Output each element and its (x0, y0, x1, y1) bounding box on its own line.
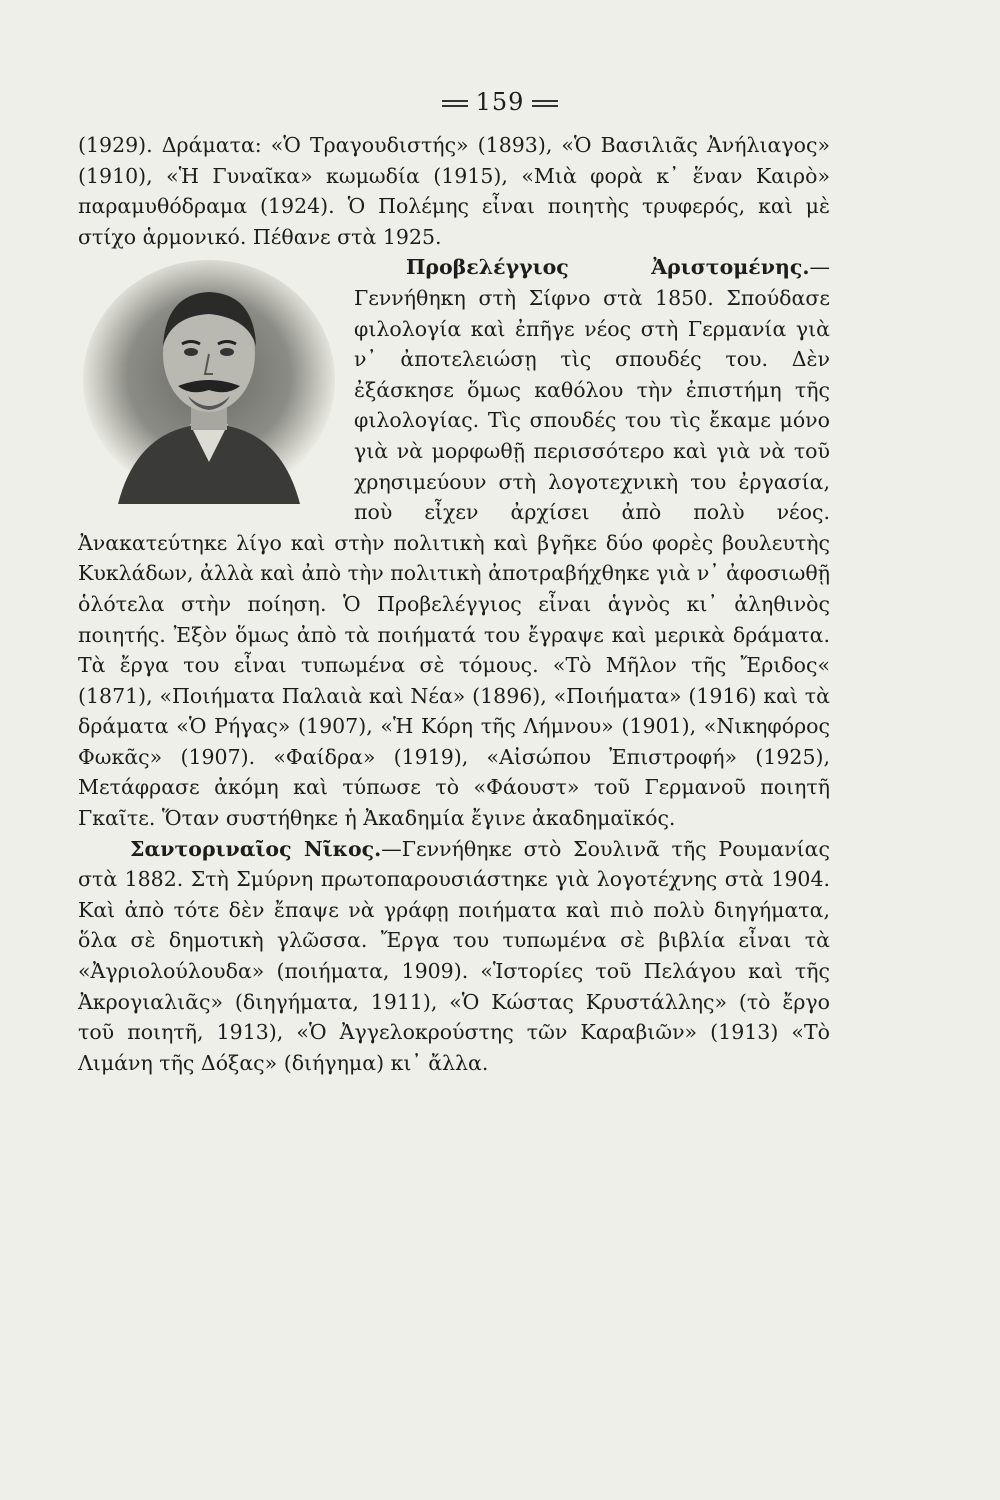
provelengios-name: Προβελέγγιος Ἀριστομένης. (406, 255, 810, 280)
intro-paragraph: (1929). Δράματα: «Ὁ Τραγουδιστής» (1893), «Ὁ Βασιλιᾶς Ἀνήλιαγος» (1910), «Ἡ Γυναῖκα» κωμωδία (1915), «Μιὰ φορὰ κ᾽ ἕναν Καιρὸ» παραμυθόδραμα (1924). Ὁ Πολέμης εἶναι ποιητὴς τρυφερός, καὶ μὲ στίχο ἁρμονικό. Πέθανε στὰ 1925. (78, 133, 830, 249)
provelengios-entry (78, 252, 830, 833)
provelengios-text: —Γεννήθηκη στὴ Σίφνο στὰ 1850. Σπούδασε φιλολογία καὶ ἐπῆγε νέος στὴ Γερμανία γιὰ ν᾽ ἀποτελειώσῃ τὶς σπουδές του. Δὲν ἐξάσκησε ὅμως καθόλου τὴν ἐπιστήμη τῆς φιλολογίας. Τὶς σπουδές του τὶς ἔκαμε μόνο γιὰ νὰ μορφωθῇ περισσότερο καὶ γιὰ νὰ τοῦ χρησιμεύουν στὴ λογοτεχνικὴ του ἐργασία, ποὺ εἶχεν ἀρχίσει ἀπὸ πολὺ νέος. Ἀνακατεύτηκε λίγο καὶ στὴν πολιτικὴ καὶ βγῆκε δύο φορὲς βουλευτὴς Κυκλάδων, ἀλλὰ καὶ ἀπὸ τὴν πολιτικὴ ἀποτραβήχθηκε γιὰ ν᾽ ἀφοσιωθῇ ὁλότελα στὴν ποίηση. Ὁ Προβελέγγιος εἶναι ἁγνὸς κι᾽ ἀληθινὸς ποιητής. Ἐξὸν ὅμως ἀπὸ τὰ ποιήματά του ἔγραψε καὶ μερικὰ δράματα. Τὰ ἔργα του εἶναι τυπωμένα σὲ τόμους. «Τὸ Μῆλον τῆς Ἔριδος« (1871), «Ποιήματα Παλαιὰ καὶ Νέα» (1896), «Ποιήματα» (1916) καὶ τὰ δράματα «Ὁ Ρήγας» (1907), «Ἡ Κόρη τῆς Λήμνου» (1901), «Νικηφόρος Φωκᾶς» (1907). «Φαίδρα» (1919), «Αἰσώπου Ἐπιστροφή» (1925), Μετάφρασε ἀκόμη καὶ τύπωσε τὸ «Φάουστ» τοῦ Γερμανοῦ ποιητῆ Γκαῖτε. Ὅταν συστήθηκε ἡ Ἀκαδημία ἔγινε ἀκαδημαϊκός. (78, 255, 830, 831)
santorinaios-text: —Γεννήθηκε στὸ Σουλινᾶ τῆς Ρουμανίας στὰ 1882. Στὴ Σμύρνη πρωτοπαρουσιάστηκε γιὰ λογοτέχνης στὰ 1904. Καὶ ἀπὸ τότε δὲν ἔπαψε νὰ γράφῃ ποιήματα καὶ πιὸ πολὺ διηγήματα, ὅλα σὲ δημοτικὴ γλῶσσα. Ἔργα του τυπωμένα σὲ βιβλία εἶναι τὰ «Ἀγριολούλουδα» (ποιήματα, 1909). «Ἱστορίες τοῦ Πελάγου καὶ τῆς Ἀκρογιαλιᾶς» (διηγήματα, 1911), «Ὁ Κώστας Κρυστάλλης» (τὸ ἔργο τοῦ ποιητῆ, 1913), «Ὁ Ἀγγελοκρούστης τῶν Καραβιῶν» (1913) «Τὸ Λιμάνη τῆς Δόξας» (διήγημα) κι᾽ ἄλλα. (78, 836, 830, 1075)
page-number (0, 88, 1000, 116)
page-number-text: 159 (475, 88, 525, 116)
body-text (78, 130, 830, 1078)
portrait-engraving-icon (78, 256, 340, 504)
page-number-rule-left (442, 100, 468, 107)
santorinaios-entry (78, 834, 830, 1079)
santorinaios-name: Σαντοριναῖος Νῖκος. (130, 836, 382, 861)
page-number-rule-right (532, 100, 558, 107)
